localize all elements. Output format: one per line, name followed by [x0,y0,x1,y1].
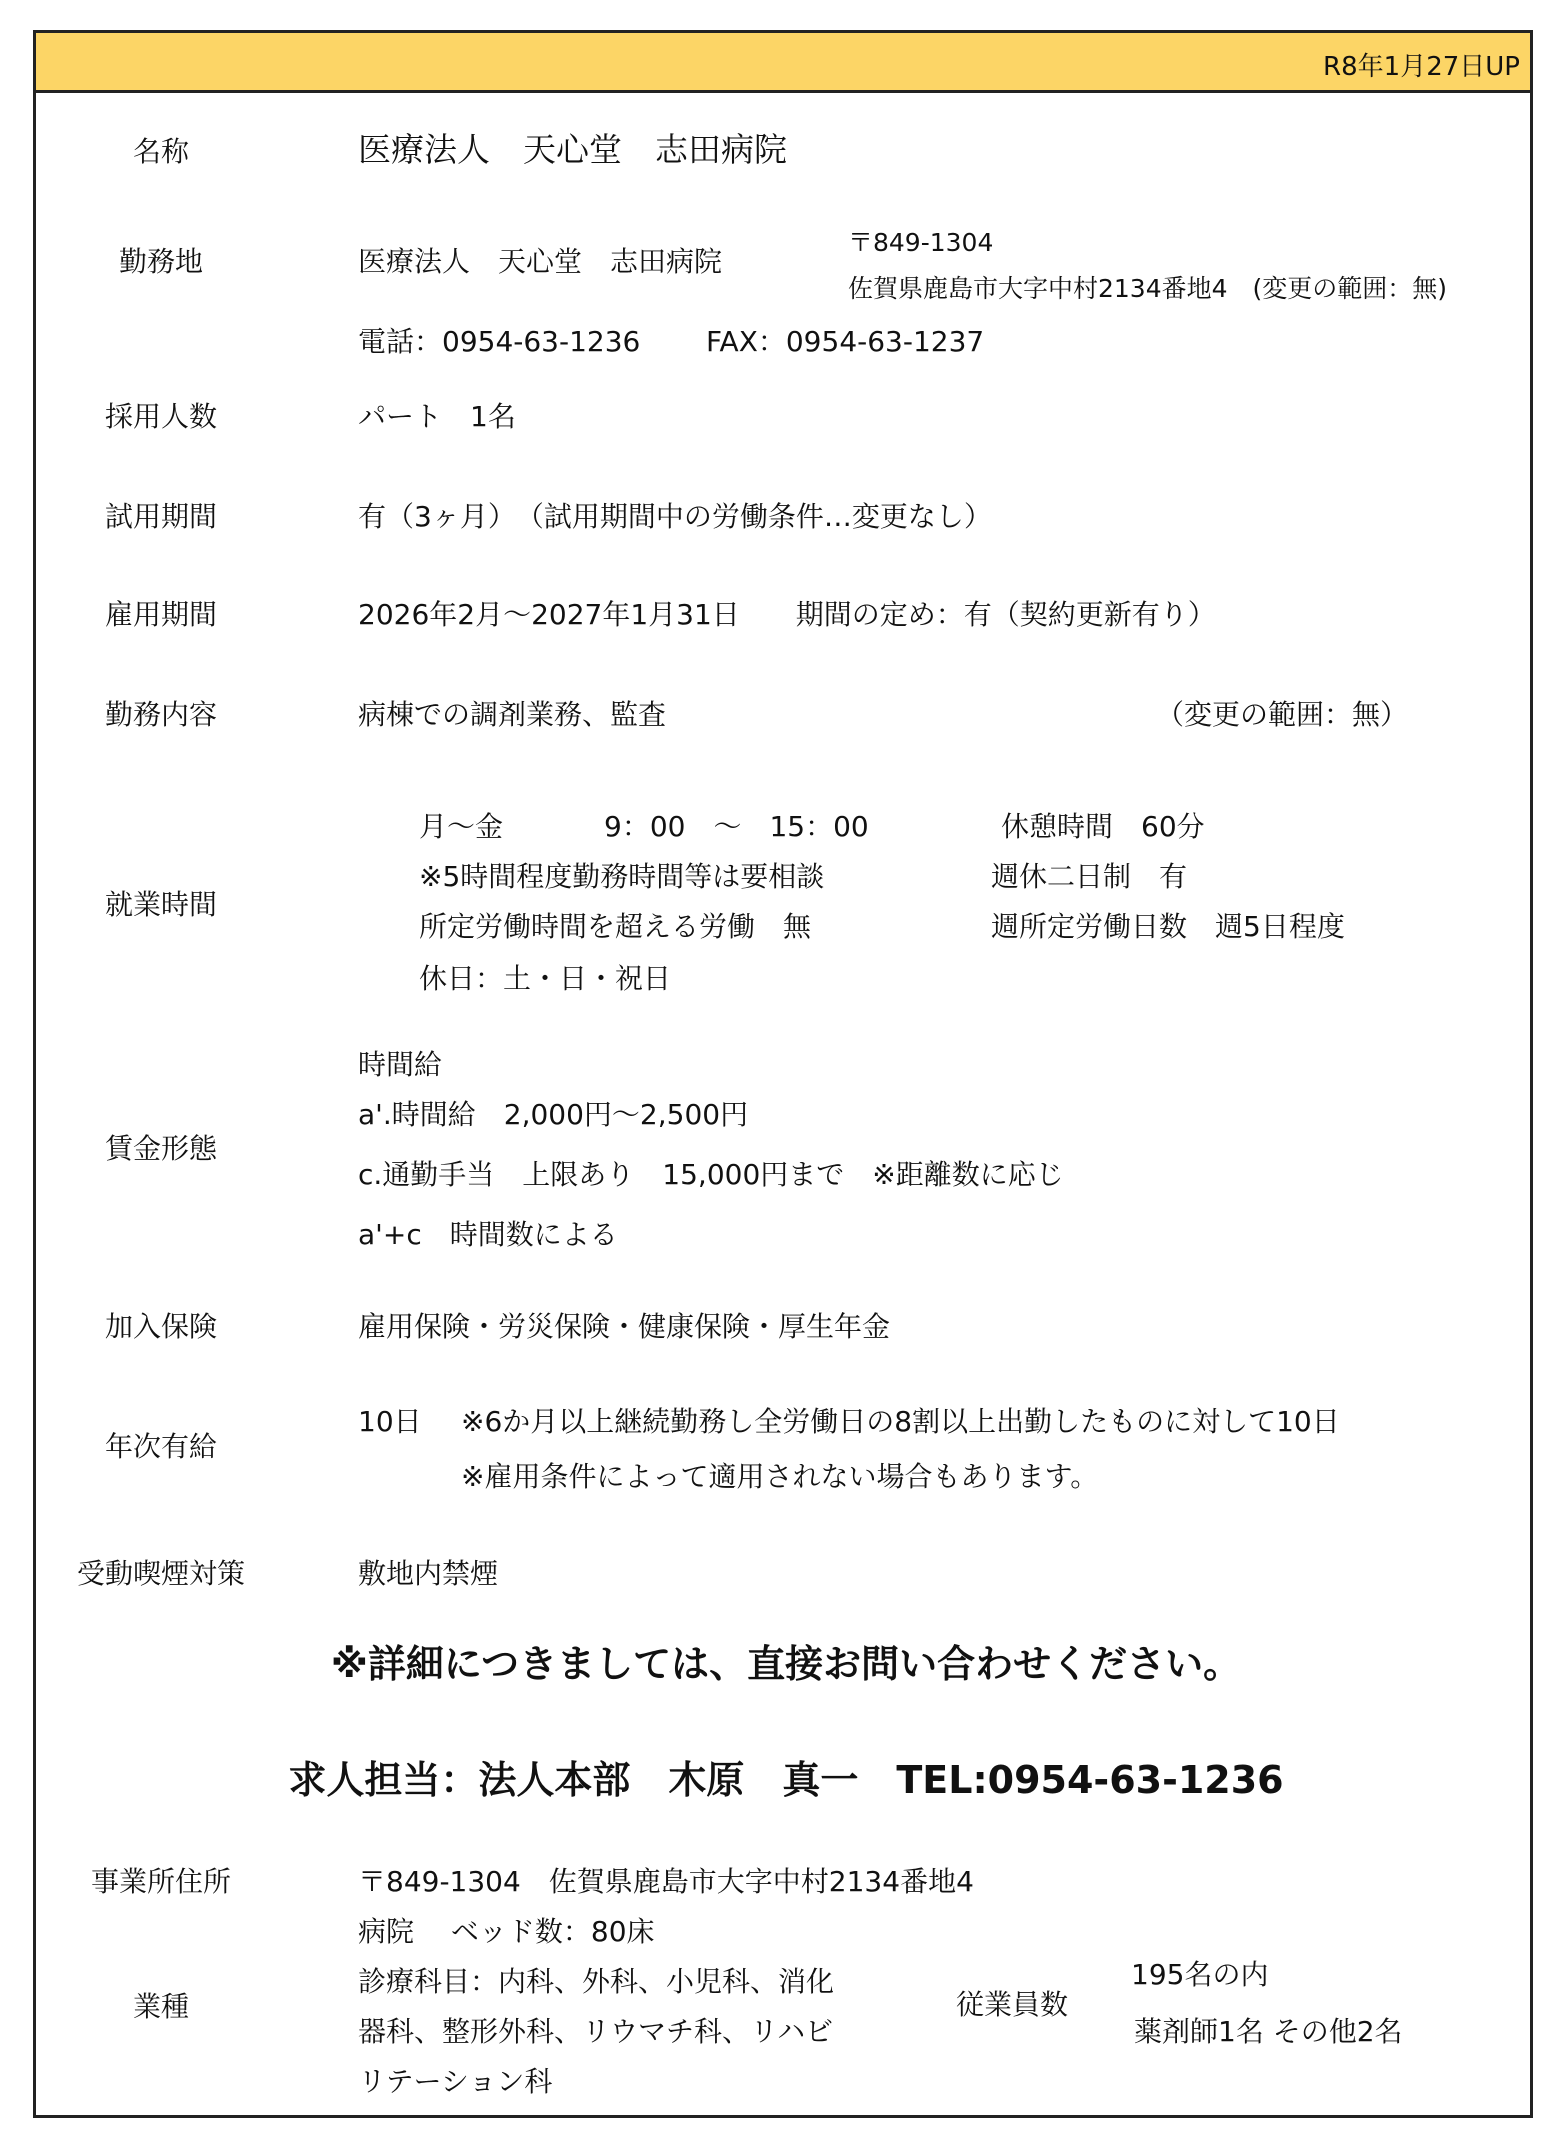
industry-dept-1: 診療科目：内科、外科、小児科、消化 [358,1965,835,1998]
office-value: 〒849-1304 佐賀県鹿島市大字中村2134番地4 [358,1865,974,1898]
name-value: 医療法人 天心堂 志田病院 [358,130,787,169]
wage-type: 時間給 [358,1048,443,1081]
hours-label: 就業時間 [104,888,217,921]
trial-value: 有（3ヶ月） （試用期間中の労働条件…変更なし） [358,500,992,533]
hours-time: 9：00 ～ 15：00 [604,810,869,843]
hires-value: パート 1名 [358,400,516,433]
leave-note-2: ※雇用条件によって適用されない場合もあります。 [461,1460,1099,1493]
office-label: 事業所住所 [90,1865,231,1898]
wage-line-c: c.通勤手当 上限あり 15,000円まで ※距離数に応じ [358,1158,1064,1191]
workplace-address: 佐賀県鹿島市大字中村2134番地4 (変更の範囲：無) [848,274,1448,303]
smoking-label: 受動喫煙対策 [76,1557,245,1590]
trial-label: 試用期間 [104,500,217,533]
staff-total: 195名の内 [1131,1958,1269,1991]
industry-label: 業種 [132,1990,189,2023]
duties-value: 病棟での調剤業務、監査 [358,698,667,731]
workplace-phone: 電話：0954-63-1236 [358,325,641,358]
insurance-value: 雇用保険・労災保険・健康保険・厚生年金 [358,1310,891,1343]
industry-dept-2: 器科、整形外科、リウマチ科、リハビ [358,2015,834,2048]
leave-note-1: ※6か月以上継続勤務し全労働日の8割以上出勤したものに対して10日 [461,1405,1340,1438]
hours-note: ※5時間程度勤務時間等は要相談 [419,860,825,893]
leave-days: 10日 [358,1405,422,1438]
staff-label: 従業員数 [956,1988,1069,2021]
duties-label: 勤務内容 [104,698,217,731]
wage-label: 賃金形態 [104,1132,217,1165]
hours-weekly-days: 週所定労働日数 週5日程度 [991,910,1345,943]
industry-dept-3: リテーション科 [358,2065,553,2098]
leave-label: 年次有給 [104,1430,217,1463]
hours-holidays: 休日：土・日・祝日 [419,962,672,995]
smoking-value: 敷地内禁煙 [358,1557,499,1590]
contact-line: 求人担当：法人本部 木原 真一 TEL:0954-63-1236 [288,1758,1284,1802]
header-bar [36,33,1530,93]
insurance-label: 加入保険 [104,1310,217,1343]
hours-weekly-off: 週休二日制 有 [991,860,1188,893]
employment-period-value: 2026年2月～2027年1月31日 期間の定め：有（契約更新有り） [358,598,1216,631]
workplace-postal: 〒849-1304 [848,228,994,257]
hours-days: 月～金 [419,810,504,843]
staff-detail: 薬剤師1名 その他2名 [1134,2015,1403,2048]
hours-overtime: 所定労働時間を超える労働 無 [419,910,812,943]
hours-break: 休憩時間 60分 [1001,810,1205,843]
employment-period-label: 雇用期間 [104,598,217,631]
hires-label: 採用人数 [104,400,217,433]
duties-scope: （変更の範囲：無） [1156,698,1409,731]
workplace-org: 医療法人 天心堂 志田病院 [358,245,723,278]
industry-beds: 病院 ベッド数：80床 [358,1915,655,1948]
job-posting-sheet [33,30,1533,2118]
name-label: 名称 [132,135,189,168]
wage-line-total: a'+c 時間数による [358,1218,618,1251]
workplace-label: 勤務地 [118,245,203,278]
workplace-fax: FAX：0954-63-1237 [706,325,985,358]
update-date: R8年1月27日UP [1323,52,1520,82]
wage-line-a: a'.時間給 2,000円～2,500円 [358,1098,749,1131]
inquiry-notice: ※詳細につきましては、直接お問い合わせください。 [330,1642,1242,1686]
